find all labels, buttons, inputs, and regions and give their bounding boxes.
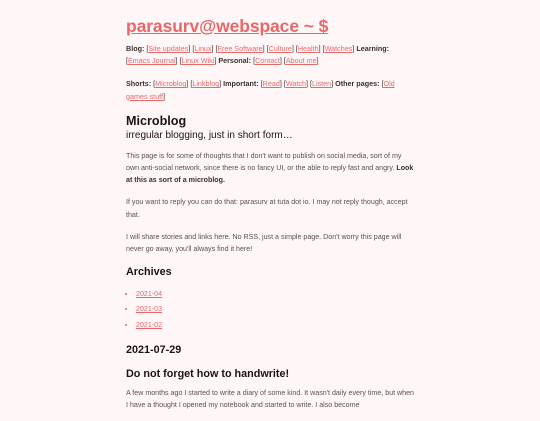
content-column [126,16,414,421]
entry-date: 2021-07-29 [126,343,182,356]
nav-link-contact[interactable]: Contact [255,56,280,66]
entry-text: A few months ago I started to write a diary of some kind. It wasn't daily every time, but when I have a thought I opened my notebook and started to write. I also become [126,388,414,410]
learning-label: Learning: [356,44,390,53]
nav-row-main: Blog: [Site updates] [Linux] [Free Software] [Culture] [Health] [Watches] Learning: [Emacs Journal] [Linux Wiki] Personal: [Contact] [About me] [126,44,390,66]
intro-paragraph-1 [126,150,414,187]
intro-paragraph-1-text: This page is for some of thoughts that I don't want to publish on social media, sort of my own anti-social network, since there is no fancy UI, or the able to reply fast and angry. [126,151,402,173]
archives-heading: Archives [126,266,172,279]
nav-link-health[interactable]: Health [297,44,319,53]
important-label: Important: [223,79,259,89]
other-pages-label: Other pages: [335,79,380,89]
blog-label: Blog: [126,44,145,53]
archive-item [136,287,414,302]
nav-link-linux[interactable]: Linux [194,44,212,53]
page-subtitle: irregular blogging, just in short form… [126,129,293,141]
nav-link-site-updates[interactable]: Site updates [148,44,189,53]
archive-item [136,318,414,333]
nav-link-watches[interactable]: Watches [324,44,353,53]
nav-link-linux-wiki[interactable]: Linux Wiki [181,56,215,66]
nav-link-old-games-stuff[interactable]: Old games stuff [126,79,395,101]
intro-paragraph-3: I will share stories and links here. No RSS, just a simple page. Don't worry this page will never go away, you'll always find it here! [126,232,402,254]
personal-label: Personal: [218,56,252,66]
nav-link-watch[interactable]: Watch [285,79,306,89]
nav-link-linkblog[interactable]: Linkblog [192,79,220,89]
site-navigation [126,43,414,103]
nav-row-shorts: Shorts: [Microblog] [Linkblog] Important: [Read] [Watch] [Listen] Other pages: [Old games stuff] [126,79,395,101]
shorts-label: Shorts: [126,79,152,89]
page-title: Microblog [126,113,187,128]
entry-title: Do not forget how to handwrite! [126,367,290,380]
intro-paragraph-1-bold: Look at this as sort of a microblog. [126,164,414,185]
archive-link-2021-03[interactable]: 2021-03 [136,305,163,314]
site-title-link[interactable]: parasurv@webspace ~ $ [126,16,329,36]
nav-link-about-me[interactable]: About me [285,56,317,66]
nav-link-emacs-journal[interactable]: Emacs Journal [128,56,176,66]
intro-paragraph-2: If you want to reply you can do that: parasurv at tuta dot io. I may not reply though, accept that. [126,198,408,219]
nav-link-microblog[interactable]: Microblog [155,79,187,89]
nav-link-culture[interactable]: Culture [268,44,292,53]
nav-link-read[interactable]: Read [262,79,280,89]
archive-link-2021-02[interactable]: 2021-02 [136,320,163,329]
nav-link-free-software[interactable]: Free Software [217,44,263,53]
nav-link-listen[interactable]: Listen [311,79,332,89]
archive-item [136,302,414,317]
archive-link-2021-04[interactable]: 2021-04 [136,290,163,299]
archives-list [126,287,414,333]
